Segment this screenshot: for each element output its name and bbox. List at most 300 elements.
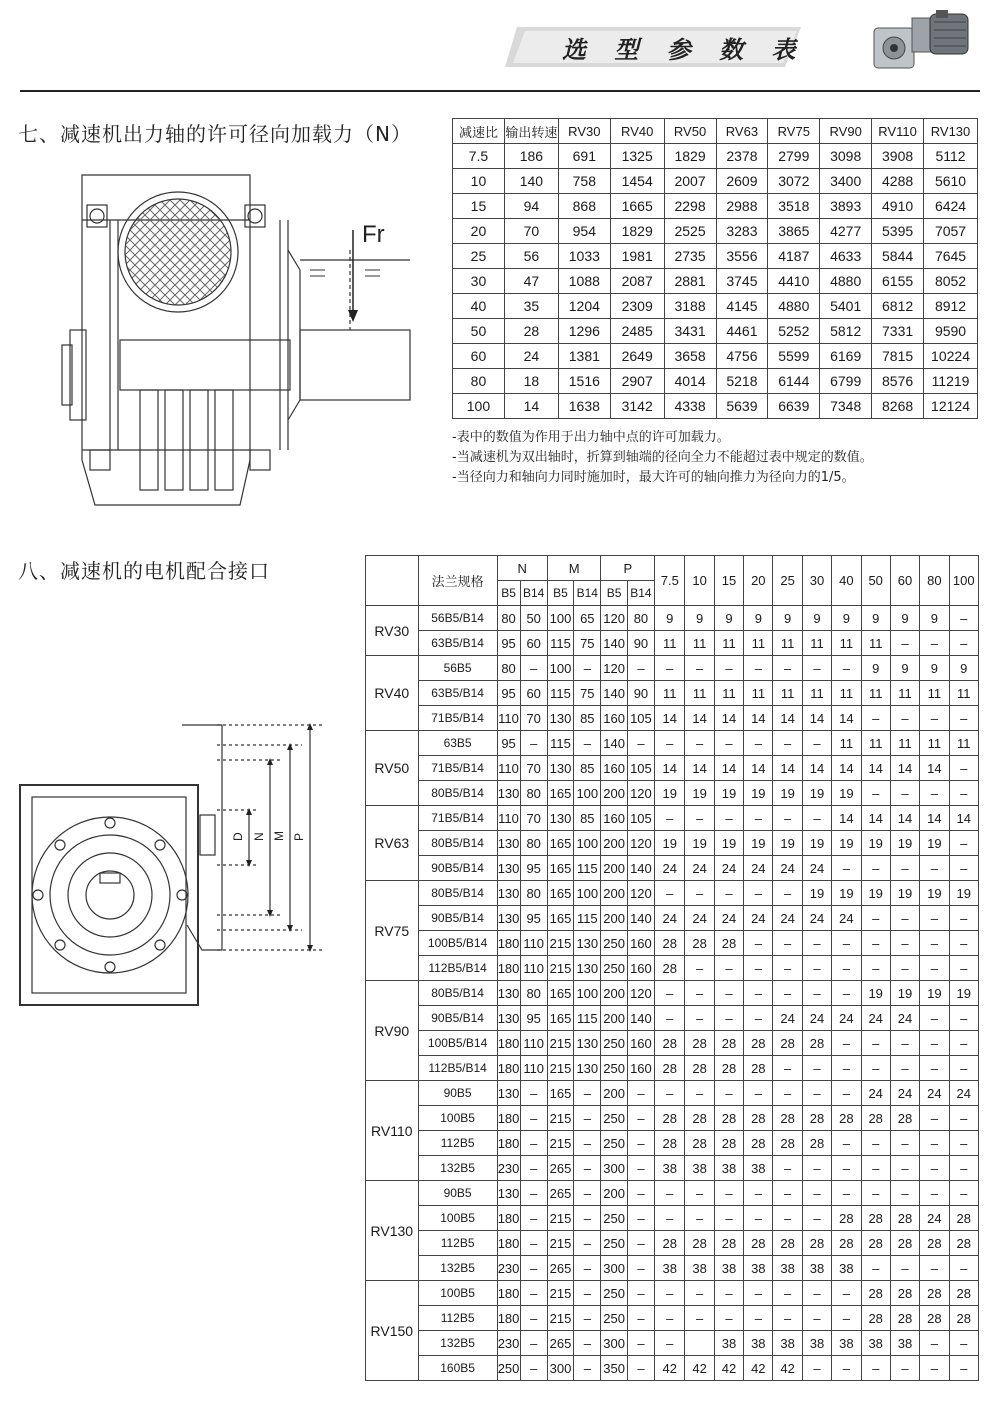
flange-spec-cell: 132B5 — [418, 1156, 497, 1181]
table-cell: 28 — [744, 1056, 773, 1081]
table-cell: – — [802, 1056, 831, 1081]
table-cell: – — [832, 956, 861, 981]
table-cell: 25 — [453, 244, 505, 269]
table-cell: 100 — [453, 394, 505, 419]
table-cell: 105 — [627, 706, 654, 731]
table-cell: 19 — [890, 981, 919, 1006]
table-cell: – — [574, 1356, 601, 1381]
table-cell: 28 — [773, 1031, 802, 1056]
table-cell: 250 — [601, 1056, 627, 1081]
table-row — [366, 1206, 979, 1231]
flange-spec-cell: 80B5/B14 — [418, 981, 497, 1006]
flange-spec-cell: 132B5 — [418, 1331, 497, 1356]
table-cell: – — [949, 756, 978, 781]
table-cell: 1981 — [610, 244, 664, 269]
table-cell: 42 — [744, 1356, 773, 1381]
table-cell: 250 — [601, 1106, 627, 1131]
table-cell: 14 — [773, 756, 802, 781]
table-cell: – — [861, 706, 890, 731]
table-cell: 3431 — [664, 319, 716, 344]
table-cell: – — [949, 1056, 978, 1081]
table-cell: 14 — [832, 756, 861, 781]
table-cell: 11 — [861, 681, 890, 706]
table-cell: 12124 — [924, 394, 978, 419]
table-cell: 19 — [714, 831, 743, 856]
table-cell: – — [802, 1356, 831, 1381]
table-cell: 28 — [861, 1281, 890, 1306]
table-cell: – — [685, 806, 714, 831]
table-cell: – — [802, 931, 831, 956]
table-cell: 165 — [547, 881, 573, 906]
table-cell: 7331 — [872, 319, 924, 344]
table-cell: 180 — [497, 956, 520, 981]
table-cell: 6169 — [820, 344, 872, 369]
table-cell: – — [520, 1331, 547, 1356]
table-cell: 80 — [520, 881, 547, 906]
table-cell: 19 — [655, 831, 685, 856]
table-cell: 215 — [547, 1106, 573, 1131]
table-cell: – — [920, 1156, 949, 1181]
table-cell: 130 — [497, 1181, 520, 1206]
table-cell: 14 — [832, 806, 861, 831]
table-cell: 19 — [655, 781, 685, 806]
table-cell: 1204 — [558, 294, 610, 319]
table-cell: 110 — [497, 706, 520, 731]
table-cell: 120 — [601, 606, 627, 631]
table-cell: 8268 — [872, 394, 924, 419]
table-cell: – — [861, 931, 890, 956]
table-cell: 215 — [547, 1231, 573, 1256]
table-cell: 19 — [714, 781, 743, 806]
table-row — [366, 956, 979, 981]
table-cell: – — [890, 1356, 919, 1381]
table-cell: 3072 — [768, 169, 820, 194]
table-cell: – — [714, 1081, 743, 1106]
flange-spec-cell: 71B5/B14 — [418, 756, 497, 781]
table-cell: 11 — [685, 681, 714, 706]
flange-spec-cell: 71B5/B14 — [418, 806, 497, 831]
table-cell: – — [520, 731, 547, 756]
table-cell: – — [949, 831, 978, 856]
table-cell: 130 — [497, 1006, 520, 1031]
table-cell: 3098 — [820, 144, 872, 169]
table-cell: 100 — [574, 831, 601, 856]
table-cell: 28 — [714, 1131, 743, 1156]
table-cell: 24 — [773, 856, 802, 881]
table-cell: 95 — [497, 731, 520, 756]
table-cell: – — [714, 1306, 743, 1331]
table-cell: 28 — [949, 1231, 978, 1256]
column-header: 减速比 — [453, 119, 505, 144]
table-cell: 1325 — [610, 144, 664, 169]
table-cell: – — [714, 731, 743, 756]
table-cell: – — [627, 1256, 654, 1281]
table-cell: – — [744, 881, 773, 906]
table-cell: – — [574, 731, 601, 756]
table-row — [453, 244, 978, 269]
table-cell: 180 — [497, 1031, 520, 1056]
table-cell: – — [861, 1156, 890, 1181]
table-cell: 65 — [574, 606, 601, 631]
ratio-header: 7.5 — [655, 556, 685, 606]
dim-label-p: P — [292, 832, 306, 841]
table-cell: 19 — [920, 981, 949, 1006]
table-cell: – — [627, 1331, 654, 1356]
table-cell: 200 — [601, 856, 627, 881]
table-cell: – — [890, 706, 919, 731]
table-cell: 5401 — [820, 294, 872, 319]
table-cell: 200 — [601, 906, 627, 931]
table-cell: 11 — [744, 631, 773, 656]
table-cell: – — [627, 1306, 654, 1331]
table-cell: – — [861, 906, 890, 931]
table-cell: – — [832, 1181, 861, 1206]
flange-spec-cell: 112B5 — [418, 1231, 497, 1256]
ratio-header: 60 — [890, 556, 919, 606]
table-cell: 1454 — [610, 169, 664, 194]
table-cell: 4288 — [872, 169, 924, 194]
table-row — [366, 731, 979, 756]
ratio-header: 100 — [949, 556, 978, 606]
table-cell: 160 — [601, 806, 627, 831]
table-cell: 2087 — [610, 269, 664, 294]
table-cell: 3658 — [664, 344, 716, 369]
table-cell: 80 — [453, 369, 505, 394]
table-cell: 250 — [497, 1356, 520, 1381]
table-cell: 14 — [714, 706, 743, 731]
flange-spec-cell: 90B5/B14 — [418, 1006, 497, 1031]
table-cell: 38 — [655, 1256, 685, 1281]
dim-label-m: M — [272, 831, 286, 841]
table-cell: 200 — [601, 1081, 627, 1106]
model-cell: RV130 — [366, 1181, 419, 1281]
table-row — [366, 1306, 979, 1331]
table-cell: 9 — [890, 656, 919, 681]
flange-spec-cell: 112B5 — [418, 1306, 497, 1331]
table-cell: 28 — [655, 931, 685, 956]
table-cell: – — [920, 856, 949, 881]
table-cell: 38 — [802, 1331, 831, 1356]
table-cell: 115 — [574, 906, 601, 931]
table-cell: 130 — [497, 1081, 520, 1106]
table-cell: 28 — [890, 1106, 919, 1131]
table-cell: 250 — [601, 1281, 627, 1306]
flange-spec-cell: 80B5/B14 — [418, 881, 497, 906]
table-cell: 140 — [601, 731, 627, 756]
table-cell: 18 — [504, 369, 558, 394]
table-cell: – — [890, 1131, 919, 1156]
table-cell: 300 — [601, 1256, 627, 1281]
flange-spec-cell: 100B5 — [418, 1206, 497, 1231]
table-cell: 28 — [949, 1306, 978, 1331]
table-cell: 14 — [861, 756, 890, 781]
table-cell: 14 — [744, 756, 773, 781]
table-cell: – — [949, 1181, 978, 1206]
table-row — [366, 1031, 979, 1056]
table-cell: 28 — [802, 1131, 831, 1156]
ratio-header: 40 — [832, 556, 861, 606]
table-cell: – — [520, 1181, 547, 1206]
table-cell: 120 — [601, 656, 627, 681]
table-cell: 85 — [574, 806, 601, 831]
section7-notes — [452, 428, 873, 488]
table-cell: 4633 — [820, 244, 872, 269]
dimension-header: P — [601, 556, 655, 581]
table-cell: 9 — [802, 606, 831, 631]
table-cell: 14 — [890, 756, 919, 781]
table-cell: – — [744, 656, 773, 681]
table-cell: 215 — [547, 1056, 573, 1081]
table-cell: – — [773, 656, 802, 681]
table-cell: 28 — [744, 1031, 773, 1056]
table-cell: 165 — [547, 1081, 573, 1106]
ratio-header: 20 — [744, 556, 773, 606]
table-cell: 38 — [773, 1331, 802, 1356]
model-cell: RV75 — [366, 881, 419, 981]
flange-spec-cell: 100B5 — [418, 1281, 497, 1306]
table-cell: 6424 — [924, 194, 978, 219]
table-cell: 80 — [520, 831, 547, 856]
table-cell: 115 — [547, 731, 573, 756]
table-cell: – — [949, 1356, 978, 1381]
table-cell: 140 — [601, 681, 627, 706]
table-cell: 160 — [627, 956, 654, 981]
table-cell: 350 — [601, 1356, 627, 1381]
table-row — [366, 1131, 979, 1156]
table-cell: 165 — [547, 781, 573, 806]
column-header: RV50 — [664, 119, 716, 144]
table-cell: 28 — [685, 1131, 714, 1156]
table-row — [453, 369, 978, 394]
table-cell: – — [949, 1156, 978, 1181]
flange-spec-cell: 100B5/B14 — [418, 1031, 497, 1056]
table-cell: – — [920, 1131, 949, 1156]
table-cell: – — [802, 981, 831, 1006]
table-cell: 300 — [601, 1156, 627, 1181]
table-cell: 14 — [655, 756, 685, 781]
table-cell: – — [744, 1206, 773, 1231]
table-cell: 28 — [685, 1056, 714, 1081]
table-cell: 11 — [861, 731, 890, 756]
model-cell: RV50 — [366, 731, 419, 806]
table-cell: – — [520, 1131, 547, 1156]
table-cell: – — [744, 806, 773, 831]
table-cell: 38 — [655, 1156, 685, 1181]
table-cell: 250 — [601, 931, 627, 956]
table-cell: 28 — [655, 1131, 685, 1156]
table-cell: 28 — [744, 1106, 773, 1131]
table-cell: 50 — [520, 606, 547, 631]
table-cell: – — [802, 1156, 831, 1181]
table-cell: 250 — [601, 956, 627, 981]
table-cell: 28 — [685, 931, 714, 956]
table-cell: – — [802, 1206, 831, 1231]
table-cell: 130 — [547, 706, 573, 731]
table-cell: – — [832, 981, 861, 1006]
table-cell: 15 — [453, 194, 505, 219]
table-cell: – — [861, 856, 890, 881]
table-cell: 28 — [861, 1306, 890, 1331]
table-cell: 24 — [920, 1206, 949, 1231]
table-cell: – — [949, 631, 978, 656]
table-cell: – — [832, 1081, 861, 1106]
table-cell: 4410 — [768, 269, 820, 294]
table-cell: 1829 — [664, 144, 716, 169]
table-cell: 11 — [802, 681, 831, 706]
table-cell: – — [627, 1281, 654, 1306]
table-cell: 28 — [714, 1031, 743, 1056]
table-cell: 11 — [685, 631, 714, 656]
table-cell: 3893 — [820, 194, 872, 219]
motor-interface-table — [365, 555, 979, 1381]
flange-spec-cell: 90B5 — [418, 1081, 497, 1106]
page-title: 选 型 参 数 表 — [562, 36, 806, 64]
table-cell: 28 — [802, 1231, 831, 1256]
table-cell: 250 — [601, 1306, 627, 1331]
table-cell: – — [655, 1331, 685, 1356]
table-cell: 180 — [497, 931, 520, 956]
table-cell: 265 — [547, 1181, 573, 1206]
table-cell: 165 — [547, 831, 573, 856]
table-cell: 28 — [773, 1231, 802, 1256]
table-cell: – — [685, 881, 714, 906]
table-cell: 28 — [744, 1231, 773, 1256]
table-cell: – — [714, 1206, 743, 1231]
table-cell: 14 — [802, 706, 831, 731]
table-cell: – — [949, 706, 978, 731]
table-cell: 9 — [861, 606, 890, 631]
table-cell: 110 — [497, 756, 520, 781]
table-cell: 180 — [497, 1106, 520, 1131]
table-cell: 160 — [627, 1031, 654, 1056]
table-cell: – — [574, 1156, 601, 1181]
table-cell: 19 — [832, 881, 861, 906]
table-cell: 2309 — [610, 294, 664, 319]
table-cell: 120 — [627, 881, 654, 906]
table-cell: 100 — [574, 781, 601, 806]
table-cell: 28 — [655, 1106, 685, 1131]
table-cell: 38 — [744, 1256, 773, 1281]
table-cell: 140 — [627, 1006, 654, 1031]
table-cell: 60 — [453, 344, 505, 369]
table-cell: 24 — [655, 856, 685, 881]
table-cell: 230 — [497, 1331, 520, 1356]
ratio-header: 30 — [802, 556, 831, 606]
table-cell: 5639 — [716, 394, 768, 419]
table-cell: 4880 — [768, 294, 820, 319]
table-cell: – — [890, 906, 919, 931]
table-cell: 2525 — [664, 219, 716, 244]
table-cell: 130 — [574, 956, 601, 981]
table-cell: – — [832, 1131, 861, 1156]
table-cell: 3518 — [768, 194, 820, 219]
table-cell: 42 — [655, 1356, 685, 1381]
table-cell: 19 — [949, 981, 978, 1006]
table-cell: 4880 — [820, 269, 872, 294]
table-cell: 38 — [685, 1156, 714, 1181]
table-cell: 14 — [714, 756, 743, 781]
table-cell: 24 — [685, 856, 714, 881]
flange-spec-cell: 112B5/B14 — [418, 1056, 497, 1081]
table-cell: 28 — [714, 931, 743, 956]
flange-spec-cell: 132B5 — [418, 1256, 497, 1281]
table-cell: 2378 — [716, 144, 768, 169]
table-row — [366, 706, 979, 731]
table-cell: 19 — [861, 881, 890, 906]
table-cell: 28 — [714, 1106, 743, 1131]
table-cell: – — [773, 956, 802, 981]
table-cell: 9 — [744, 606, 773, 631]
table-row — [366, 931, 979, 956]
table-cell: 38 — [773, 1256, 802, 1281]
table-row — [453, 319, 978, 344]
corner-cell — [366, 556, 419, 606]
table-cell: – — [655, 981, 685, 1006]
gearbox-thumbnail-image — [872, 8, 972, 74]
table-cell: – — [655, 806, 685, 831]
table-cell: 11 — [920, 681, 949, 706]
table-cell: – — [890, 1156, 919, 1181]
table-cell — [685, 1331, 714, 1356]
table-cell: 120 — [627, 981, 654, 1006]
table-cell: – — [574, 1281, 601, 1306]
table-cell: 38 — [832, 1331, 861, 1356]
table-cell: 11 — [832, 731, 861, 756]
table-cell: – — [685, 1306, 714, 1331]
table-cell: 9 — [685, 606, 714, 631]
ratio-header: 10 — [685, 556, 714, 606]
table-cell: 28 — [773, 1131, 802, 1156]
table-cell: – — [802, 1181, 831, 1206]
dim-label-d: D — [231, 832, 245, 841]
model-cell: RV150 — [366, 1281, 419, 1381]
table-cell: – — [574, 1306, 601, 1331]
table-row — [366, 1006, 979, 1031]
table-cell: 80 — [520, 981, 547, 1006]
table-cell: 115 — [574, 856, 601, 881]
table-cell: 11 — [861, 631, 890, 656]
table-row — [366, 856, 979, 881]
table-cell: 14 — [685, 756, 714, 781]
table-cell: 3745 — [716, 269, 768, 294]
table-cell: – — [920, 1181, 949, 1206]
table-cell: 165 — [547, 906, 573, 931]
table-cell: 28 — [504, 319, 558, 344]
table-cell: – — [520, 1281, 547, 1306]
flange-spec-cell: 100B5/B14 — [418, 931, 497, 956]
table-cell: – — [890, 1031, 919, 1056]
table-cell: 30 — [453, 269, 505, 294]
table-cell: – — [920, 1356, 949, 1381]
table-cell: 24 — [949, 1081, 978, 1106]
table-cell: 215 — [547, 1281, 573, 1306]
table-cell: 14 — [504, 394, 558, 419]
table-cell: 70 — [520, 756, 547, 781]
table-row — [453, 219, 978, 244]
table-cell: 5599 — [768, 344, 820, 369]
table-cell: 100 — [574, 881, 601, 906]
flange-type-header: B5 — [601, 581, 627, 606]
table-cell: – — [920, 906, 949, 931]
table-cell: 38 — [832, 1256, 861, 1281]
table-cell: – — [890, 631, 919, 656]
table-cell: – — [802, 1081, 831, 1106]
table-cell: – — [949, 906, 978, 931]
table-cell: 180 — [497, 1131, 520, 1156]
table-cell: 47 — [504, 269, 558, 294]
table-cell: – — [685, 1281, 714, 1306]
table-cell: – — [890, 781, 919, 806]
